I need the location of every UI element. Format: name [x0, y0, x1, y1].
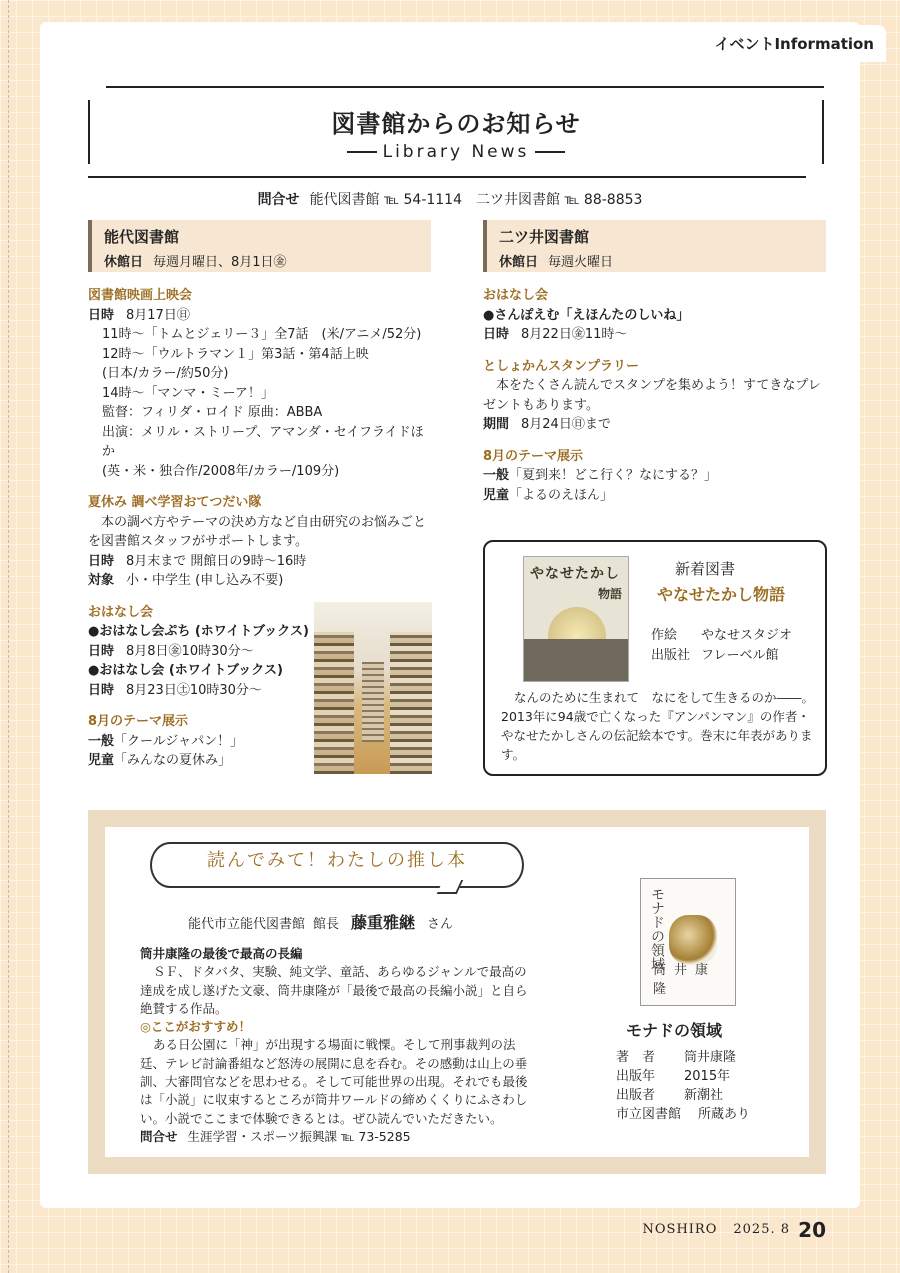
- recommend-intro: ＳＦ、ドタバタ、実験、純文学、童話、あらゆるジャンルで最高の達成を成し遂げた文豪、筒井康隆が「最後で最高の長編小説」と自ら絶賛する作品。: [140, 964, 528, 1016]
- footer-issue: 2025. 8: [733, 1222, 790, 1237]
- new-book-label: 新着図書: [675, 560, 736, 578]
- title-rule-bottom: [88, 176, 806, 178]
- recommend-heading: 読んでみて！わたしの推し本: [207, 850, 467, 871]
- futatsui-story-heading: おはなし会: [483, 288, 549, 303]
- bookshelf-right: [390, 632, 432, 774]
- stamp-desc: 本をたくさん読んでスタンプを集めよう！すてきなプレゼントもあります。: [483, 378, 821, 413]
- page-number: 20: [798, 1218, 826, 1242]
- story-item-2: ●おはなし会 (ホワイトブックス): [88, 663, 283, 678]
- futatsui-library-header: [483, 220, 826, 272]
- futatsui-story-item: ●さんぽえむ「えほんたのしいね」: [483, 307, 690, 323]
- monad-year: 出版年 2015年: [616, 1069, 731, 1084]
- movie-date: 日時 8月17日㊐: [88, 307, 190, 323]
- recommend-body: [140, 945, 535, 1146]
- library-photo: [314, 602, 432, 774]
- contact-label: 問合せ: [257, 192, 300, 208]
- story-item-1: ●おはなし会ぷち (ホワイトブックス): [88, 624, 309, 639]
- monad-cover-art: [669, 915, 717, 965]
- recommender-org: 能代市立能代図書館: [188, 917, 306, 932]
- bookshelf-left: [314, 632, 354, 774]
- monad-holding: 市立図書館 所蔵あり: [616, 1107, 751, 1122]
- footer-mag: [643, 1222, 790, 1237]
- noshiro-closed-days: 休館日 毎週月曜日、8月1日㊎: [104, 255, 287, 270]
- futatsui-theme-kids: 児童「よるのえほん」: [483, 487, 614, 503]
- noshiro-story-heading: おはなし会: [88, 604, 154, 620]
- futatsui-theme-general: 一般「夏到来！どこ行く？なにする？」: [483, 468, 718, 483]
- footer-mag-name: NOSHIRO: [642, 1222, 718, 1237]
- cover-road-art: [524, 639, 628, 681]
- movie-line: (日本/カラー/約50分): [102, 366, 229, 381]
- research-heading: 夏休み 調べ学習おてつだい隊: [88, 495, 262, 510]
- recommender-name: 藤重雅継: [351, 913, 416, 932]
- monad-cover-author: 筒井康隆: [653, 963, 717, 997]
- futatsui-library-name: 二ツ井図書館: [499, 228, 590, 246]
- page-title: 図書館からのお知らせ: [331, 110, 581, 138]
- contact-text: 能代図書館 ℡ 54-1114 二ツ井図書館 ℡ 88-8853: [309, 192, 643, 208]
- noshiro-theme-kids: 児童「みんなの夏休み」: [88, 753, 232, 768]
- new-book-author: 作絵 やなせスタジオ: [651, 628, 793, 643]
- recommend-point: ある日公園に「神」が出現する場面に戦慄。そして刑事裁判の法廷、テレビ討論番組など怒涛の展開に息を呑む。その感動は山上の垂訓、大審問官などを思わせる。そして可能世界の出現。それでも最後は「小説」に収束するところが筒井ワールドの締めくくりにふさわしい。小説でここまで体験できるとは。ぜひ読んでいただきたい。: [140, 1037, 528, 1126]
- new-book-box: [483, 540, 827, 776]
- noshiro-theme-general: 一般「クールジャパン！」: [88, 733, 244, 749]
- monad-book-cover: [640, 878, 736, 1006]
- recommender-position: 館長: [313, 917, 340, 932]
- stamp-heading: としょかんスタンプラリー: [483, 358, 640, 374]
- new-book-desc: なんのために生まれて なにをして生きるのか――。2013年に94歳で亡くなった『アンパンマン』の作者・やなせたかしさんの伝記絵本です。巻末に年表があります。: [501, 690, 815, 762]
- new-book-cover: [523, 556, 629, 682]
- title-box: [88, 86, 824, 178]
- recommender-honorific: さん: [427, 917, 454, 932]
- research-date: 日時 8月末まで 開館日の9時～16時: [88, 553, 307, 569]
- movie-line: 出演：メリル・ストリープ、アマンダ・セイフライドほか: [102, 424, 424, 459]
- new-book-meta: [651, 626, 792, 666]
- recommender: [188, 910, 453, 933]
- movie-heading: 図書館映画上映会: [88, 288, 193, 303]
- movie-line: 監督：フィリダ・ロイド 原曲：ABBA: [102, 405, 323, 420]
- noshiro-library-header: [88, 220, 431, 272]
- page-subtitle-text: Library News: [382, 142, 530, 162]
- futatsui-column: [483, 286, 827, 505]
- contact-line: [0, 189, 900, 209]
- monad-book-title: モナドの領域: [626, 1021, 723, 1040]
- bookshelf-center: [362, 662, 384, 742]
- new-book-publisher: 出版社 フレーベル館: [651, 648, 779, 663]
- monad-publisher: 出版者 新潮社: [616, 1088, 724, 1103]
- monad-book-meta: [616, 1048, 750, 1124]
- section-tab: イベントInformation: [702, 25, 886, 62]
- page-subtitle: [88, 142, 824, 162]
- cover-subtitle-text: 物語: [597, 587, 622, 601]
- futatsui-closed-days: 休館日 毎週火曜日: [499, 255, 614, 270]
- movie-line: 12時～「ウルトラマン１」第3話・第4話上映: [102, 346, 369, 362]
- movie-line: (英・米・独合作/2008年/カラー/109分): [102, 463, 340, 479]
- story-date-1: 日時 8月8日㊎10時30分～: [88, 643, 254, 659]
- futatsui-theme-heading: 8月のテーマ展示: [483, 448, 584, 464]
- research-desc: 本の調べ方やテーマの決め方など自由研究のお悩みごとを図書館スタッフがサポートします。: [88, 514, 427, 549]
- futatsui-story-date: 日時 8月22日㊎11時～: [483, 327, 628, 342]
- story-date-2: 日時 8月23日㊏10時30分～: [88, 682, 262, 698]
- cover-title-text: やなせたかし: [530, 566, 620, 582]
- monad-author: 著 者 筒井康隆: [616, 1050, 737, 1065]
- noshiro-library-name: 能代図書館: [104, 228, 180, 246]
- stamp-period: 期間 8月24日㊐まで: [483, 417, 611, 432]
- recommend-point-head: ◎ここがおすすめ！: [140, 1019, 252, 1035]
- title-rule-top: [106, 86, 824, 88]
- movie-line: 14時～「マンマ・ミーア！」: [102, 385, 274, 401]
- research-target: 対象 小・中学生 (申し込み不要): [88, 573, 284, 588]
- new-book-title: やなせたかし物語: [657, 585, 786, 604]
- monad-cover-title: モナドの領域: [649, 887, 665, 971]
- noshiro-theme-heading: 8月のテーマ展示: [88, 714, 189, 729]
- movie-line: 11時～「トムとジェリー３」全7話 (米/アニメ/52分): [102, 327, 422, 342]
- recommend-contact: 問合せ 生涯学習・スポーツ振興課 ℡ 73-5285: [140, 1128, 411, 1144]
- recommend-book-head: 筒井康隆の最後で最高の長編: [140, 946, 303, 961]
